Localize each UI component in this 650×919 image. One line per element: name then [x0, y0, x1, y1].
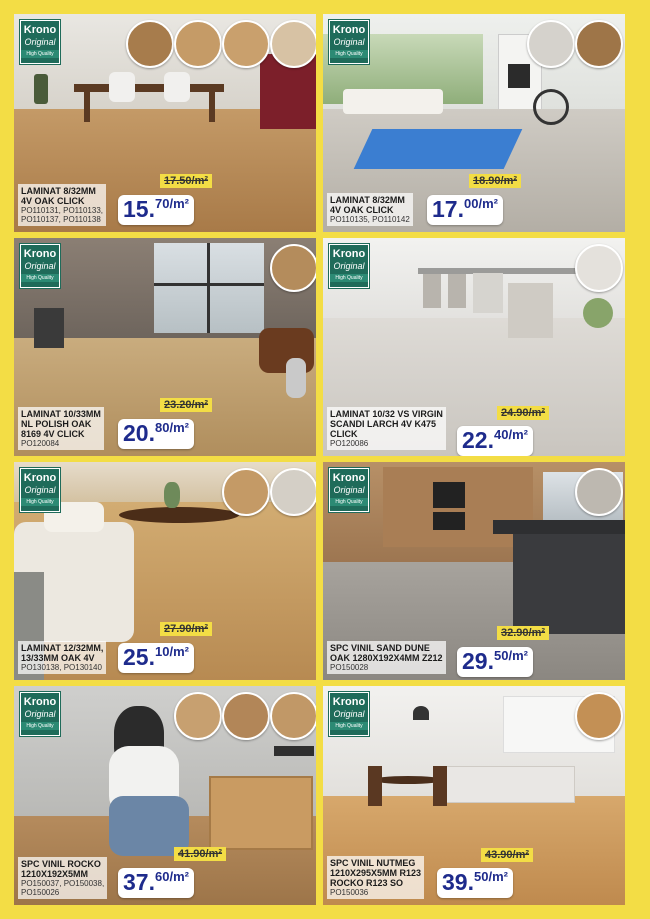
- color-swatch[interactable]: [575, 244, 623, 292]
- old-price: 17.50/m²: [160, 174, 212, 188]
- product-card[interactable]: [323, 238, 625, 456]
- color-swatch[interactable]: [575, 692, 623, 740]
- product-info: [18, 641, 106, 674]
- product-card[interactable]: [14, 14, 316, 232]
- color-swatch[interactable]: [270, 468, 316, 516]
- product-codes: PO130138, PO130140: [21, 663, 102, 672]
- old-price: 18.90/m²: [469, 174, 521, 188]
- product-info: [327, 193, 413, 226]
- product-info: [18, 184, 106, 226]
- krono-original-logo: Krono Original High Quality: [329, 244, 369, 288]
- color-swatch[interactable]: [270, 20, 316, 68]
- product-card[interactable]: [14, 462, 316, 680]
- product-name: SPC VINIL SAND DUNE OAK 1280X192X4MM Z212: [330, 643, 443, 663]
- color-swatch[interactable]: [527, 20, 575, 68]
- krono-original-logo: Krono Original High Quality: [329, 468, 369, 512]
- krono-original-logo: Krono Original High Quality: [20, 692, 60, 736]
- color-swatch[interactable]: [126, 20, 174, 68]
- product-info: [18, 407, 104, 450]
- product-name: LAMINAT 10/33MM NL POLISH OAK 8169 4V CLICK: [21, 409, 101, 439]
- color-swatch[interactable]: [222, 468, 270, 516]
- krono-original-logo: Krono Original High Quality: [20, 244, 60, 288]
- product-card[interactable]: [323, 14, 625, 232]
- product-name: LAMINAT 10/32 VS VIRGIN SCANDI LARCH 4V K475 CLICK: [330, 409, 443, 439]
- product-grid: [14, 14, 625, 905]
- krono-original-logo: Krono Original High Quality: [20, 20, 60, 64]
- product-card[interactable]: [14, 238, 316, 456]
- product-info: [327, 407, 446, 450]
- old-price: 41.90/m²: [174, 847, 226, 861]
- product-codes: PO120086: [330, 439, 369, 448]
- price-tag: 25.$^{10/m^2}$: [118, 643, 194, 673]
- product-codes: PO150036: [330, 888, 369, 897]
- price-tag: 15.$^{70/m^2}$: [118, 195, 194, 225]
- price-tag: 20.$^{80/m^2}$: [118, 419, 194, 449]
- krono-original-logo: Krono Original High Quality: [329, 692, 369, 736]
- color-swatch[interactable]: [222, 20, 270, 68]
- color-swatch[interactable]: [575, 468, 623, 516]
- price-tag: 37.$^{60/m^2}$: [118, 868, 194, 898]
- old-price: 23.20/m²: [160, 398, 212, 412]
- product-name: LAMINAT 12/32MM, 13/33MM OAK 4V: [21, 643, 104, 663]
- price-tag: 29.$^{50/m^2}$: [457, 647, 533, 677]
- product-codes: PO150037, PO150038, PO150026: [21, 879, 105, 897]
- old-price: 32.90/m²: [497, 626, 549, 640]
- color-swatch[interactable]: [575, 20, 623, 68]
- product-codes: PO110135, PO110142: [330, 215, 410, 224]
- color-swatch[interactable]: [222, 692, 270, 740]
- product-info: [327, 856, 424, 899]
- product-codes: PO110131, PO110133, PO110137, PO110138: [21, 206, 103, 224]
- old-price: 24.90/m²: [497, 406, 549, 420]
- product-card[interactable]: [323, 462, 625, 680]
- product-card[interactable]: [323, 686, 625, 905]
- product-name: SPC VINIL ROCKO 1210X192X5MM: [21, 859, 101, 879]
- krono-original-logo: Krono Original High Quality: [329, 20, 369, 64]
- price-tag: 39.$^{50/m^2}$: [437, 868, 513, 898]
- color-swatch[interactable]: [270, 692, 316, 740]
- krono-original-logo: Krono Original High Quality: [20, 468, 60, 512]
- product-card[interactable]: [14, 686, 316, 905]
- old-price: 27.90/m²: [160, 622, 212, 636]
- color-swatch[interactable]: [174, 692, 222, 740]
- color-swatch[interactable]: [174, 20, 222, 68]
- product-codes: PO120084: [21, 439, 60, 448]
- product-codes: PO150028: [330, 663, 369, 672]
- product-name: SPC VINIL NUTMEG 1210X295X5MM R123 ROCKO R123 SO: [330, 858, 422, 888]
- color-swatch[interactable]: [270, 244, 316, 292]
- product-info: [327, 641, 446, 674]
- old-price: 43.90/m²: [481, 848, 533, 862]
- product-name: LAMINAT 8/32MM 4V OAK CLICK: [330, 195, 405, 215]
- price-tag: 17.$^{00/m^2}$: [427, 195, 503, 225]
- product-info: [18, 857, 107, 899]
- product-name: LAMINAT 8/32MM 4V OAK CLICK: [21, 186, 96, 206]
- price-tag: 22.$^{40/m^2}$: [457, 426, 533, 456]
